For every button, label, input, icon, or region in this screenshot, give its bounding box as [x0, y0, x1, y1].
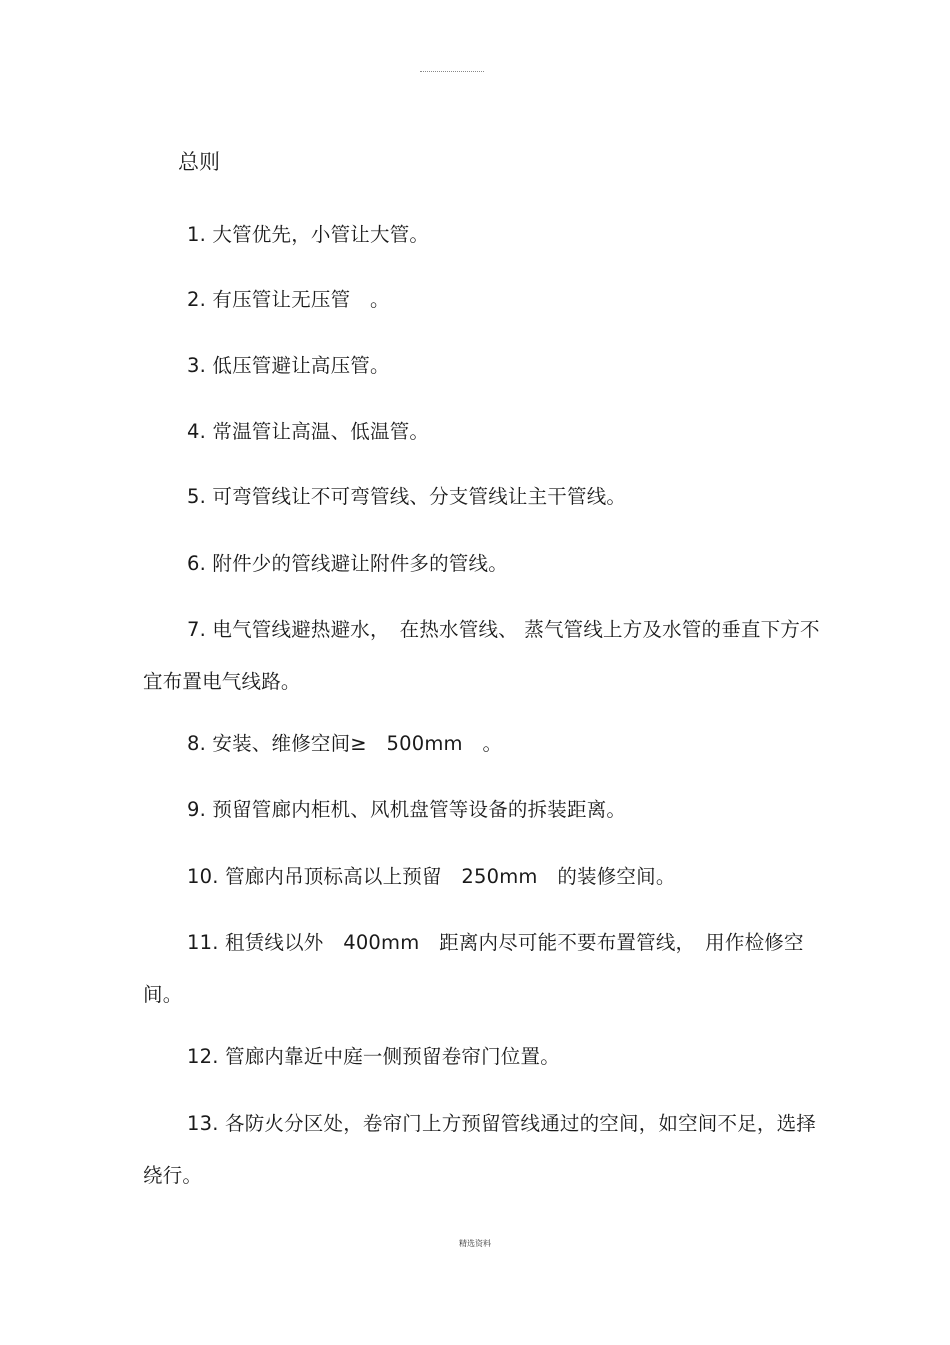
- rule-item-5: 5. 可弯管线让不可弯管线、分支管线让主干管线。: [187, 485, 627, 508]
- rule-item-8: 8. 安装、维修空间≥ 500mm 。: [187, 732, 503, 755]
- header-rule: [420, 71, 484, 72]
- rule-item-1: 1. 大管优先，小管让大管。: [187, 223, 430, 246]
- rule-item-12: 12. 管廊内靠近中庭一侧预留卷帘门位置。: [187, 1045, 560, 1068]
- rule-item-7: 7. 电气管线避热避水， 在热水管线、 蒸气管线上方及水管的垂直下方不宜布置电气线路。: [143, 618, 820, 693]
- rule-item-13: 13. 各防火分区处，卷帘门上方预留管线通过的空间，如空间不足，选择绕行。: [143, 1112, 817, 1187]
- rule-item-2: 2. 有压管让无压管 。: [187, 288, 390, 311]
- page-footer: 精选资料: [459, 1239, 491, 1248]
- section-title: 总则: [178, 150, 220, 174]
- rule-item-10: 10. 管廊内吊顶标高以上预留 250mm 的装修空间。: [187, 865, 676, 888]
- rule-item-3: 3. 低压管避让高压管。: [187, 354, 390, 377]
- rule-item-6: 6. 附件少的管线避让附件多的管线。: [187, 552, 508, 575]
- rule-item-11: 11. 租赁线以外 400mm 距离内尽可能不要布置管线， 用作检修空间。: [143, 931, 804, 1006]
- rule-item-9: 9. 预留管廊内柜机、风机盘管等设备的拆装距离。: [187, 798, 627, 821]
- rule-item-4: 4. 常温管让高温、低温管。: [187, 420, 430, 443]
